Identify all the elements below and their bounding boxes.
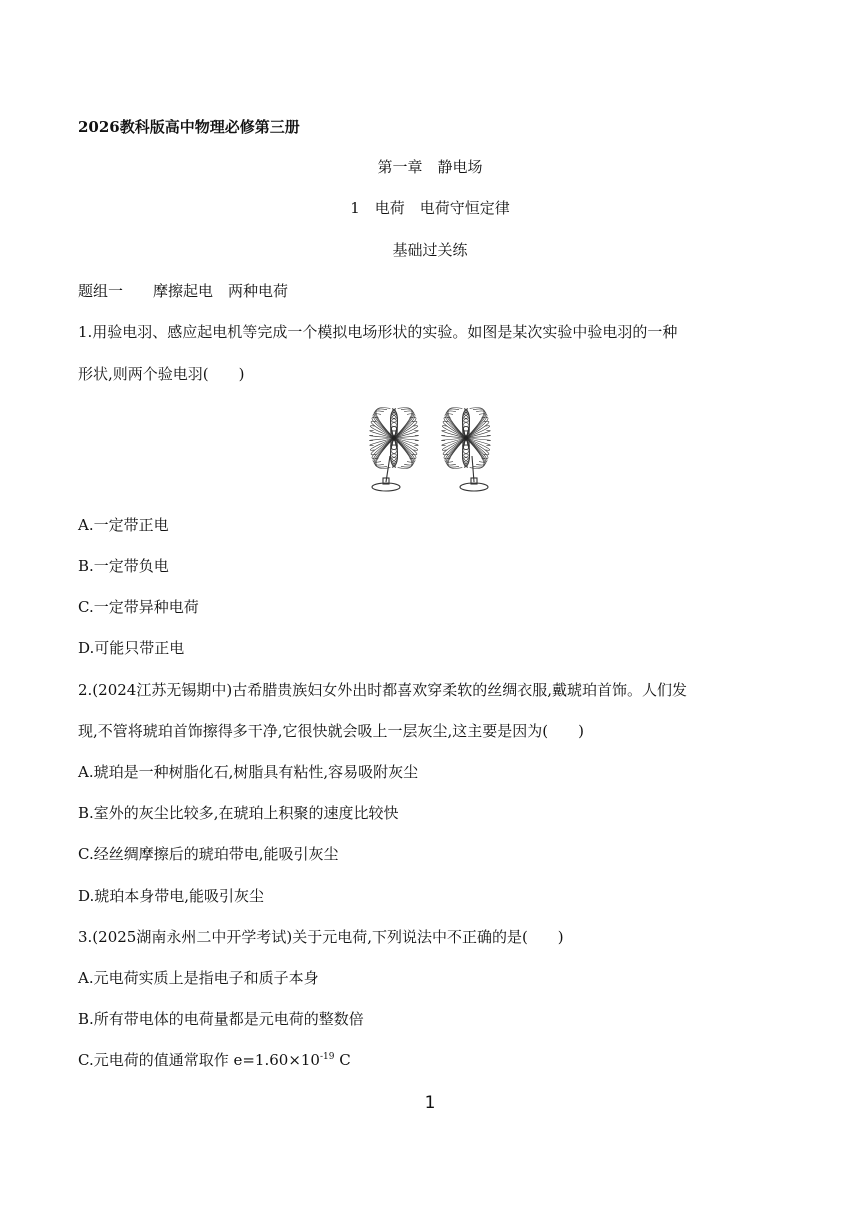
q3-option-b: B.所有带电体的电荷量都是元电荷的整数倍 bbox=[78, 1010, 364, 1028]
left-feather bbox=[369, 408, 418, 469]
q2-option-d: D.琥珀本身带电,能吸引灰尘 bbox=[78, 887, 265, 905]
q2-option-a: A.琥珀是一种树脂化石,树脂具有粘性,容易吸附灰尘 bbox=[78, 763, 419, 781]
q1-stem-line1: 1.用验电羽、感应起电机等完成一个模拟电场形状的实验。如图是某次实验中验电羽的一种 bbox=[78, 323, 678, 341]
electroscope-feathers-figure bbox=[366, 398, 494, 494]
chapter-title: 第一章 静电场 bbox=[377, 158, 483, 176]
q3-option-c-text: C.元电荷的值通常取作 e=1.60×10 bbox=[78, 1051, 320, 1069]
q2-stem-line2: 现,不管将琥珀首饰擦得多干净,它很快就会吸上一层灰尘,这主要是因为( ) bbox=[78, 722, 585, 740]
q2-stem-line1: 2.(2024江苏无锡期中)古希腊贵族妇女外出时都喜欢穿柔软的丝绸衣服,戴琥珀首饰。人们发 bbox=[78, 681, 687, 699]
q3-option-c bbox=[78, 1050, 351, 1070]
exercise-title: 基础过关练 bbox=[392, 241, 468, 259]
q1-option-d: D.可能只带正电 bbox=[78, 639, 185, 657]
q3-option-c-exponent: -19 bbox=[319, 1052, 335, 1062]
q1-option-b: B.一定带负电 bbox=[78, 557, 169, 575]
section-title: 1 电荷 电荷守恒定律 bbox=[350, 199, 510, 217]
q1-option-a: A.一定带正电 bbox=[78, 516, 169, 534]
q2-option-c: C.经丝绸摩擦后的琥珀带电,能吸引灰尘 bbox=[78, 845, 339, 863]
q3-option-c-unit: C bbox=[334, 1051, 351, 1069]
page-number: 1 bbox=[424, 1093, 436, 1113]
right-feather bbox=[441, 408, 490, 469]
book-title: 2026教科版高中物理必修第三册 bbox=[78, 118, 300, 136]
q3-option-a: A.元电荷实质上是指电子和质子本身 bbox=[78, 969, 319, 987]
q2-option-b: B.室外的灰尘比较多,在琥珀上积聚的速度比较快 bbox=[78, 804, 399, 822]
q3-stem: 3.(2025湖南永州二中开学考试)关于元电荷,下列说法中不正确的是( ) bbox=[78, 928, 564, 946]
q1-option-c: C.一定带异种电荷 bbox=[78, 598, 199, 616]
q1-stem-line2: 形状,则两个验电羽( ) bbox=[78, 365, 245, 383]
group-title: 题组一 摩擦起电 两种电荷 bbox=[78, 282, 289, 300]
